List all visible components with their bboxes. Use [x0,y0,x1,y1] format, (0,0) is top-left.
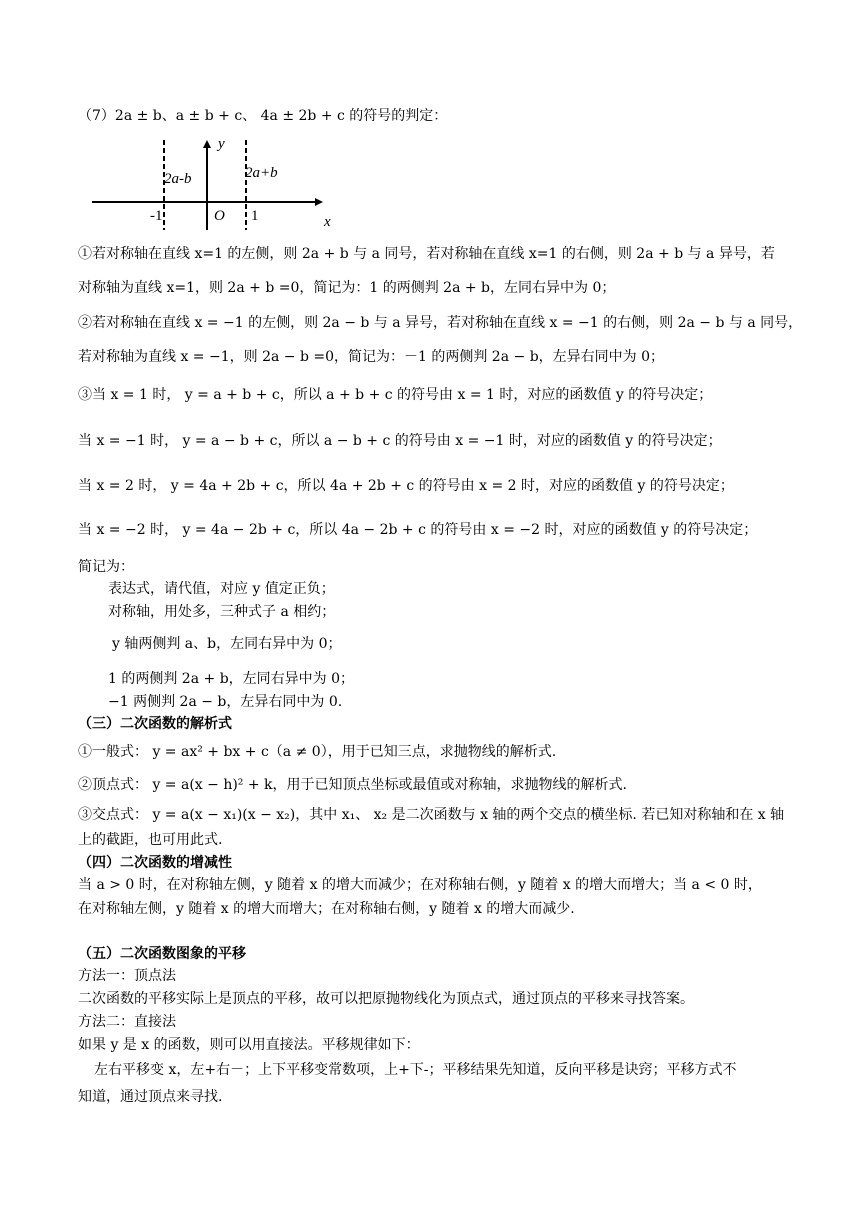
rule2-line2: 若对称轴为直线 x = −1，则 2a − b =0，简记为：－1 的两侧判 2a − b，左异右同中为 0； [78,349,665,365]
summary-item-2: 对称轴，用处多，三种式子 a 相约； [108,604,336,620]
section4-title: （四）二次函数的增减性 [78,855,232,871]
summary-item-4: 1 的两侧判 2a + b，左同右异中为 0； [108,671,355,687]
rule3-line1: ③当 x = 1 时， y = a + b + c，所以 a + b + c 的符号由 x = 1 时，对应的函数值 y 的符号决定； [78,387,713,403]
rule3-line2: 当 x = −1 时， y = a − b + c，所以 a − b + c 的符号由 x = −1 时，对应的函数值 y 的符号决定； [78,433,722,449]
section5-rule-line2: 知道，通过顶点来寻找. [78,1089,223,1105]
origin-label: O [214,208,225,224]
section5-method2-desc: 如果 y 是 x 的函数，则可以用直接法。平移规律如下： [78,1037,420,1053]
section4-line1: 当 a > 0 时，在对称轴左侧，y 随着 x 的增大而减少；在对称轴右侧，y 随着 x 的增大而增大；当 a < 0 时， [78,877,762,893]
section5-method2: 方法二：直接法 [78,1014,176,1030]
section5-method1-desc: 二次函数的平移实际上是顶点的平移，故可以把原抛物线化为顶点式，通过顶点的平移来寻找答案。 [78,991,694,1007]
section5-rule-line1: 左右平移变 x，左+右－；上下平移变常数项，上+下-；平移结果先知道，反向平移是诀窍；平移方式不 [94,1062,737,1078]
y-axis-label: y [218,138,225,152]
section3-intercept-form: ③交点式： y = a(x − x₁)(x − x₂)，其中 x₁、 x₂ 是二次函数与 x 轴的两个交点的横坐标. 若已知对称轴和在 x 轴 [78,807,785,823]
symmetry-axis-diagram [90,138,350,238]
summary-item-1: 表达式，请代值，对应 y 值定正负； [108,581,335,597]
section3-title: （三）二次函数的解析式 [78,716,232,732]
rule2-line1: ②若对称轴在直线 x = −1 的左侧，则 2a − b 与 a 异号，若对称轴在直线 x = −1 的右侧，则 2a − b 与 a 同号， [78,315,803,331]
summary-title: 简记为： [78,559,134,575]
tick-1: 1 [251,208,259,224]
section3-intercept-form-cont: 上的截距，也可用此式. [78,832,223,848]
section5-method1: 方法一：顶点法 [78,968,176,984]
section4-line2: 在对称轴左侧，y 随着 x 的增大而增大；在对称轴右侧，y 随着 x 的增大而减少. [78,901,575,917]
summary-item-5: −1 两侧判 2a − b，左异右同中为 0. [108,694,343,710]
expr-2a-plus-b: 2a+b [245,165,278,181]
x-axis-arrow [315,198,323,206]
y-axis-arrow [203,140,211,148]
summary-item-3: y 轴两侧判 a、b，左同右异中为 0； [112,636,342,652]
expr-2a-minus-b: 2a-b [164,171,192,187]
rule1-line1: ①若对称轴在直线 x=1 的左侧，则 2a + b 与 a 同号，若对称轴在直线 x=1 的右侧，则 2a + b 与 a 异号，若 [78,246,775,262]
section7-title: （7）2a ± b、a ± b + c、 4a ± 2b + c 的符号的判定： [78,108,448,124]
section3-vertex-form: ②顶点式： y = a(x − h)² + k，用于已知顶点坐标或最值或对称轴，求抛物线的解析式. [78,777,627,793]
tick-minus-1: -1 [150,208,163,224]
x-axis-label: x [324,214,331,230]
rule1-line2: 对称轴为直线 x=1，则 2a + b =0，简记为：1 的两侧判 2a + b，左同右异中为 0； [78,280,616,296]
rule3-line4: 当 x = −2 时， y = 4a − 2b + c，所以 4a − 2b + c 的符号由 x = −2 时，对应的函数值 y 的符号决定； [78,522,758,538]
section5-title: （五）二次函数图象的平移 [78,946,246,962]
rule3-line3: 当 x = 2 时， y = 4a + 2b + c，所以 4a + 2b + c 的符号由 x = 2 时，对应的函数值 y 的符号决定； [78,478,734,494]
section3-general-form: ①一般式： y = ax² + bx + c（a ≠ 0），用于已知三点，求抛物线的解析式. [78,744,557,760]
